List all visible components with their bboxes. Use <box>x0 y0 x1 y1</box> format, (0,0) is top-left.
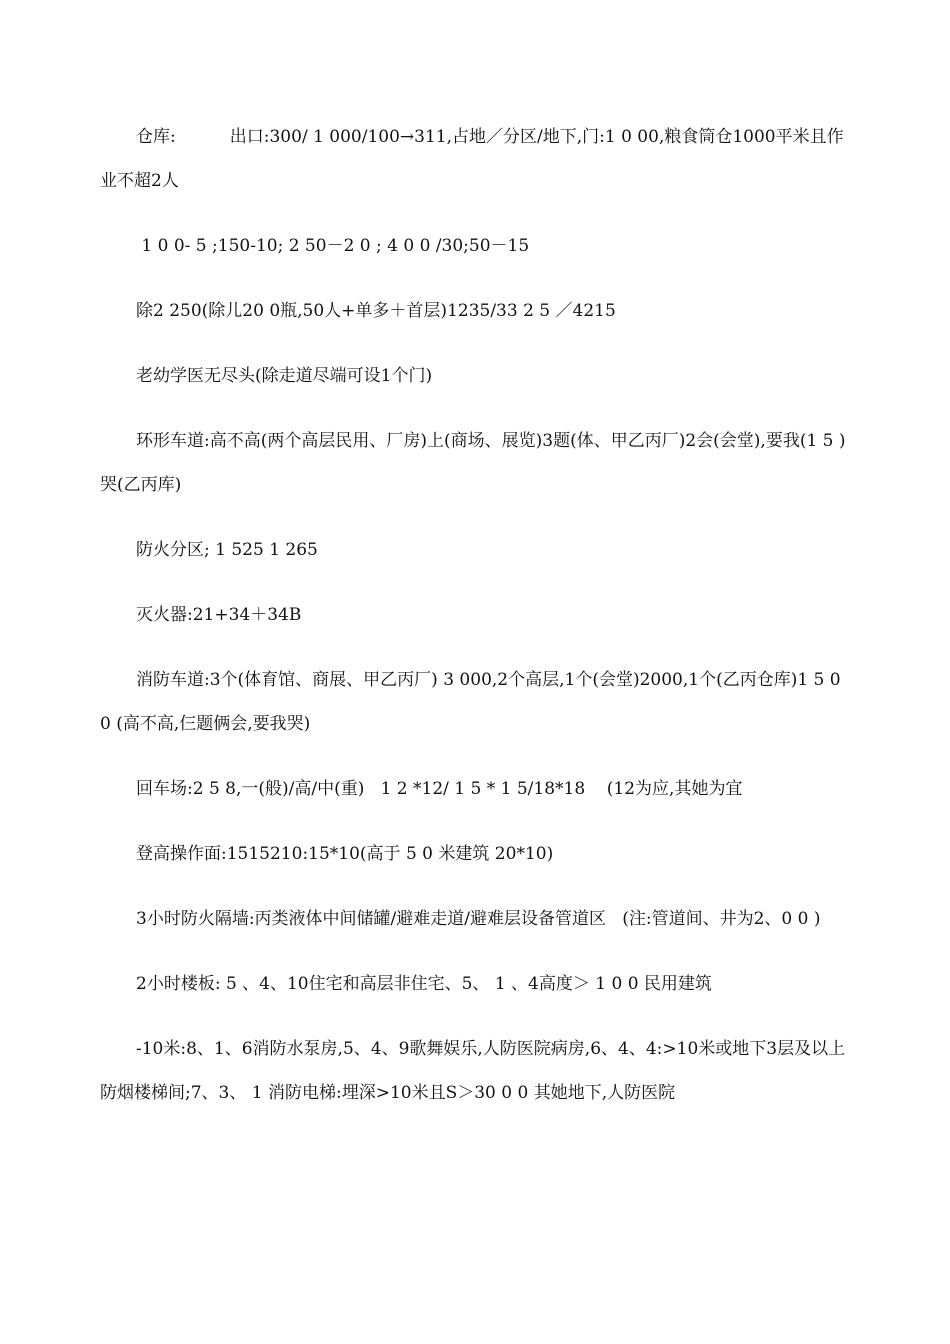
paragraph-minus-10m: -10米:8、1、6消防水泵房,5、4、9歌舞娱乐,人防医院病房,6、4、4:>10米或地下3层及以上防烟楼梯间;7、3、 1 消防电梯:埋深>10米且S＞30 0 0 其她地下,人防医院 <box>100 1039 846 1103</box>
paragraph-fire-lane: 消防车道:3个(体育馆、商展、甲乙丙厂) 3 000,2个高层,1个(会堂)2000,1个(乙丙仓库)1 5 0 0 (高不高,仨题俩会,要我哭) <box>100 670 846 734</box>
paragraph-dead-end-rule: 老幼学医无尽头(除走道尽端可设1个门) <box>136 366 433 386</box>
paragraph-ring-road: 环形车道:高不高(两个高层民用、厂房)上(商场、展览)3题(体、甲乙丙厂)2会(会堂),要我(1 5 )哭(乙丙库) <box>100 431 846 495</box>
paragraph-2h-floor-slab: 2小时楼板: 5 、4、10住宅和高层非住宅、5、 1 、4高度＞ 1 0 0 民用建筑 <box>136 974 712 994</box>
paragraph-fire-compartment: 防火分区; 1 525 1 265 <box>136 540 318 560</box>
paragraph-3h-firewall: 3小时防火隔墙:丙类液体中间储罐/避难走道/避难层设备管道区 (注:管道间、井为2、0 0 ) <box>136 909 821 929</box>
paragraph-numbers-sequence: 1 0 0- 5 ;150-10; 2 50－2 0 ; 4 0 0 /30;50－15 <box>136 236 530 256</box>
paragraph-warehouse: 仓库: 出口:300/ 1 000/100→311,占地／分区/地下,门:1 0 00,粮食筒仓1000平米且作业不超2人 <box>100 127 844 191</box>
paragraph-exception: 除2 250(除儿20 0瓶,50人+单多＋首层)1235/33 2 5 ／4215 <box>136 301 616 321</box>
paragraph-rescue-platform: 登高操作面:1515210:15*10(高于 5 0 米建筑 20*10) <box>136 844 554 864</box>
document-body <box>100 115 852 1136</box>
paragraph-turnaround: 回车场:2 5 8,一(般)/高/中(重) 1 2 *12/ 1 5 * 1 5/18*18 (12为应,其她为宜 <box>136 779 743 799</box>
paragraph-extinguisher: 灭火器:21+34＋34B <box>136 605 302 625</box>
